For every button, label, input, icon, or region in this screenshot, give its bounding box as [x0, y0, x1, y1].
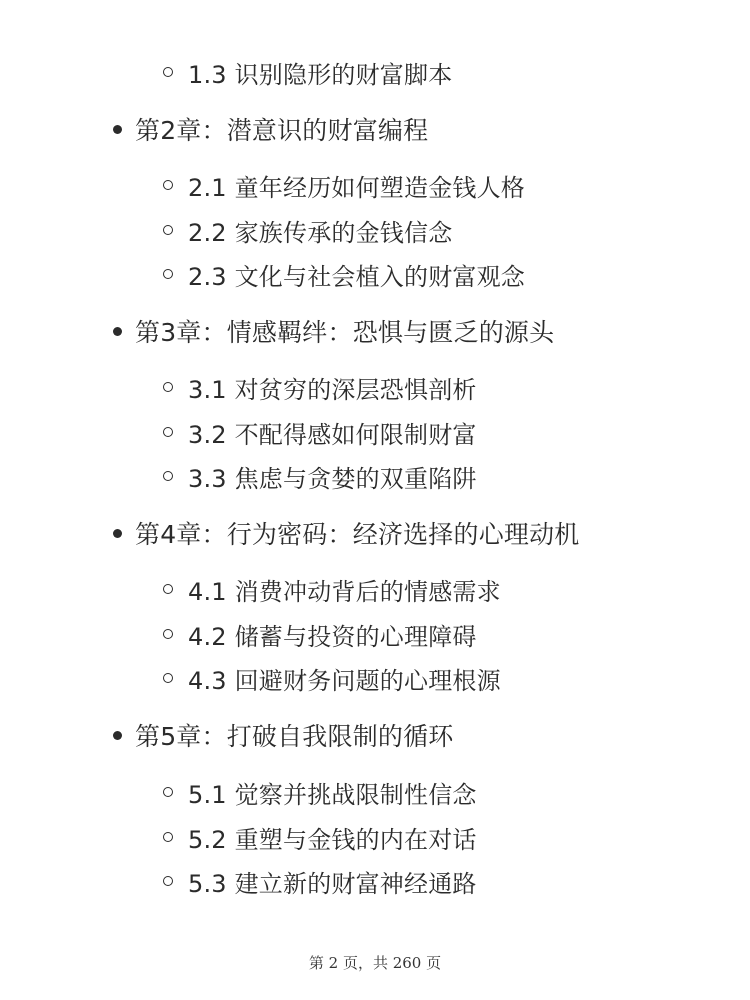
toc-section-title: 3.1 对贫穷的深层恐惧剖析 — [188, 375, 477, 404]
toc-section-item — [163, 210, 452, 250]
bullet-circle-icon — [163, 832, 173, 842]
toc-section-item — [163, 52, 452, 92]
bullet-circle-icon — [163, 427, 173, 437]
toc-section-item — [163, 614, 477, 654]
bullet-circle-icon — [163, 584, 173, 594]
toc-section-item — [163, 772, 477, 812]
toc-section-title: 1.3 识别隐形的财富脚本 — [188, 60, 453, 89]
toc-chapter-title: 第5章：打破自我限制的循环 — [135, 722, 454, 751]
bullet-circle-icon — [163, 269, 173, 279]
bullet-circle-icon — [163, 471, 173, 481]
toc-section-title: 4.1 消费冲动背后的情感需求 — [188, 577, 501, 606]
toc-section-title: 3.2 不配得感如何限制财富 — [188, 420, 477, 449]
toc-section-item — [163, 658, 501, 698]
toc-section-item — [163, 569, 501, 609]
toc-section-title: 5.1 觉察并挑战限制性信念 — [188, 780, 477, 809]
toc-section-title: 2.1 童年经历如何塑造金钱人格 — [188, 173, 525, 202]
bullet-circle-icon — [163, 67, 173, 77]
bullet-circle-icon — [163, 180, 173, 190]
toc-section-title: 4.3 回避财务问题的心理根源 — [188, 666, 501, 695]
bullet-circle-icon — [163, 225, 173, 235]
toc-section-item — [163, 412, 477, 452]
page-footer: 第 2 页，共 260 页 — [308, 954, 442, 972]
toc-chapter-item — [113, 513, 580, 553]
toc-section-title: 2.3 文化与社会植入的财富观念 — [188, 262, 525, 291]
bullet-disc-icon — [113, 125, 122, 134]
toc-section-title: 2.2 家族传承的金钱信念 — [188, 218, 453, 247]
bullet-circle-icon — [163, 382, 173, 392]
bullet-circle-icon — [163, 876, 173, 886]
toc-section-item — [163, 861, 477, 901]
toc-chapter-item — [113, 311, 554, 351]
toc-section-item — [163, 165, 525, 205]
toc-section-item — [163, 456, 477, 496]
bullet-disc-icon — [113, 529, 122, 538]
toc-chapter-item — [113, 109, 428, 149]
bullet-disc-icon — [113, 731, 122, 740]
toc-chapter-item — [113, 715, 454, 755]
toc-chapter-title: 第4章：行为密码：经济选择的心理动机 — [135, 520, 580, 549]
toc-section-title: 5.2 重塑与金钱的内在对话 — [188, 825, 477, 854]
bullet-circle-icon — [163, 629, 173, 639]
toc-section-title: 5.3 建立新的财富神经通路 — [188, 869, 477, 898]
toc-section-item — [163, 254, 525, 294]
toc-chapter-title: 第3章：情感羁绊：恐惧与匮乏的源头 — [135, 318, 555, 347]
toc-section-title: 4.2 储蓄与投资的心理障碍 — [188, 622, 477, 651]
bullet-disc-icon — [113, 327, 122, 336]
toc-chapter-title: 第2章：潜意识的财富编程 — [135, 116, 429, 145]
toc-section-title: 3.3 焦虑与贪婪的双重陷阱 — [188, 464, 477, 493]
toc-section-item — [163, 367, 477, 407]
bullet-circle-icon — [163, 787, 173, 797]
toc-section-item — [163, 817, 477, 857]
bullet-circle-icon — [163, 673, 173, 683]
